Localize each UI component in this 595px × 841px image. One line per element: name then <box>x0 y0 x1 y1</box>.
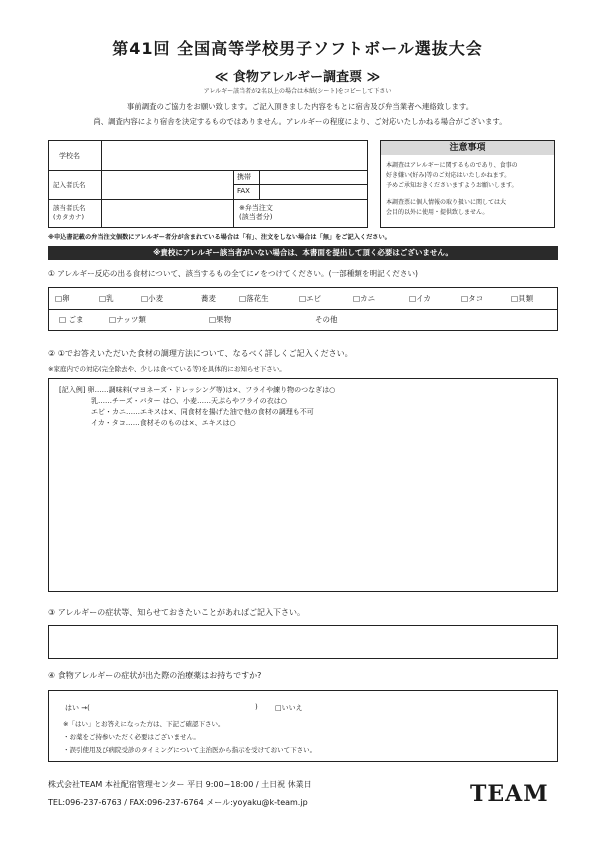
phone-label: 携帯 <box>237 173 251 181</box>
target-label: 該当者氏名 (カタカナ) <box>53 204 86 221</box>
footer-company: 株式会社TEAM 本社配宿管理センター 平日 9:00~18:00 / 土日祝 休業日 <box>48 780 312 789</box>
example-line-3: エビ・カニ……エキスは×、同食材を揚げた油で他の食材の調理も不可 <box>91 408 314 416</box>
q3-answer-box[interactable] <box>48 625 558 659</box>
q4-text: ④ 食物アレルギーの症状が出た際の治療薬はお持ちですか? <box>48 671 262 680</box>
intro-line-2: 尚、調査内容により宿舎を決定するものではありません。アレルギーの程度により、ご対応いたしかねる場合がございます。 <box>93 117 507 126</box>
q4-note-3: ・誤引使用及び病院受診のタイミングについて主治医から指示を受けておいて下さい。 <box>63 746 317 754</box>
allergen-peanut[interactable]: □落花生 <box>239 294 269 303</box>
notice-line-2: 好き嫌い(好み)等のご対応はいたしかねます。 <box>386 172 511 179</box>
q4-no[interactable]: □いいえ <box>275 704 303 712</box>
fax-label: FAX <box>237 187 250 195</box>
form-subtitle: ≪ 食物アレルギー調査票 ≫ <box>214 70 381 85</box>
notice-line-3: 予めご承知おきくださいますようお願いします。 <box>386 182 518 189</box>
school-field[interactable] <box>105 144 363 168</box>
allergen-wheat[interactable]: □小麦 <box>141 294 164 303</box>
q2-answer-box[interactable] <box>48 378 558 592</box>
person-field[interactable] <box>105 173 229 197</box>
q3-text: ③ アレルギーの症状等、知らせておきたいことがあればご記入下さい。 <box>48 608 305 617</box>
allergen-fruit[interactable]: □果物 <box>209 315 232 324</box>
copy-note: アレルギー該当者が2名以上の場合は本紙(シート)をコピーして下さい <box>203 88 392 95</box>
notice-heading: 注意事項 <box>381 141 554 155</box>
notice-line-1: 本調査はアレルギーに関するものであり、食事の <box>386 162 518 169</box>
notice-line-4: 本調査票に個人情報の取り扱いに関しては大 <box>386 199 507 206</box>
q2-text: ② ①でお答えいただいた食材の調理方法について、なるべく詳しくご記入ください。 <box>48 349 353 358</box>
example-line-4: イカ・タコ……食材そのものは×、エキスは○ <box>91 419 236 427</box>
example-line-2: 乳……チーズ・バター は○、小麦……天ぷらやフライの衣は○ <box>91 397 287 405</box>
team-logo: TEAM <box>470 781 549 807</box>
allergen-milk[interactable]: □乳 <box>99 294 114 303</box>
allergen-soba[interactable]: 蕎麦 <box>201 294 216 303</box>
allergen-crab[interactable]: □カニ <box>353 294 376 303</box>
q4-box <box>48 690 558 762</box>
info-form <box>48 140 368 228</box>
q1-grid <box>48 287 558 331</box>
q4-medicine-field[interactable] <box>111 701 251 713</box>
person-label: 記入者氏名 <box>53 181 86 189</box>
q4-note-1: ※「はい」とお答えになった方は、下記ご確認下さい。 <box>63 720 225 728</box>
allergen-shellfish[interactable]: □貝類 <box>511 294 534 303</box>
phone-field[interactable] <box>263 172 363 183</box>
notice-box <box>380 140 555 228</box>
q4-note-2: ・お薬をご持参いただく必要はございません。 <box>63 733 200 741</box>
q4-yes[interactable]: はい →( <box>65 704 90 712</box>
allergen-shrimp[interactable]: □エビ <box>299 294 322 303</box>
bento-label: ※弁当注文 (該当者分) <box>239 204 273 221</box>
allergen-sesame[interactable]: □ ごま <box>59 315 84 324</box>
order-note: ※申込書記載の弁当注文個数にアレルギー者分が含まれている場合は「有」、注文をしない場合は「無」をご記入ください。 <box>48 234 391 241</box>
allergen-octopus[interactable]: □タコ <box>461 294 484 303</box>
allergen-egg[interactable]: □卵 <box>55 294 70 303</box>
allergen-other[interactable]: その他 <box>315 315 338 324</box>
allergen-squid[interactable]: □イカ <box>409 294 431 303</box>
bento-field[interactable] <box>299 202 363 226</box>
no-allergy-banner: ※貴校にアレルギー該当者がいない場合は、本書面を提出して頂く必要はございません。 <box>48 246 558 260</box>
example-line-1: [記入例] 卵……調味料(マヨネーズ・ドレッシング等)は×、フライや練り物のつなぎは○ <box>59 386 336 394</box>
target-field[interactable] <box>105 202 229 226</box>
notice-line-5: 会目的以外に使用・提供致しません。 <box>386 209 489 216</box>
fax-field[interactable] <box>263 186 363 197</box>
page-title: 第41回 全国高等学校男子ソフトボール選抜大会 <box>112 39 483 58</box>
school-label: 学校名 <box>59 152 80 160</box>
allergen-nuts[interactable]: □ナッツ類 <box>109 315 146 324</box>
q4-close-paren: ) <box>255 703 258 711</box>
q1-text: ① アレルギー反応の出る食材について、該当するもの全てに✓をつけてください。(一部種類を明記ください) <box>48 269 419 278</box>
q2-sub: ※家庭内での対応(完全除去や、少しは食べている等)を具体的にお知らせ下さい。 <box>48 365 286 373</box>
footer-contact: TEL:096-237-6763 / FAX:096-237-6764 メール:yoyaku@k-team.jp <box>48 798 308 807</box>
intro-line-1: 事前調査のご協力をお願い致します。ご記入頂きました内容をもとに宿舎及び弁当業者へ連絡致します。 <box>126 102 474 111</box>
